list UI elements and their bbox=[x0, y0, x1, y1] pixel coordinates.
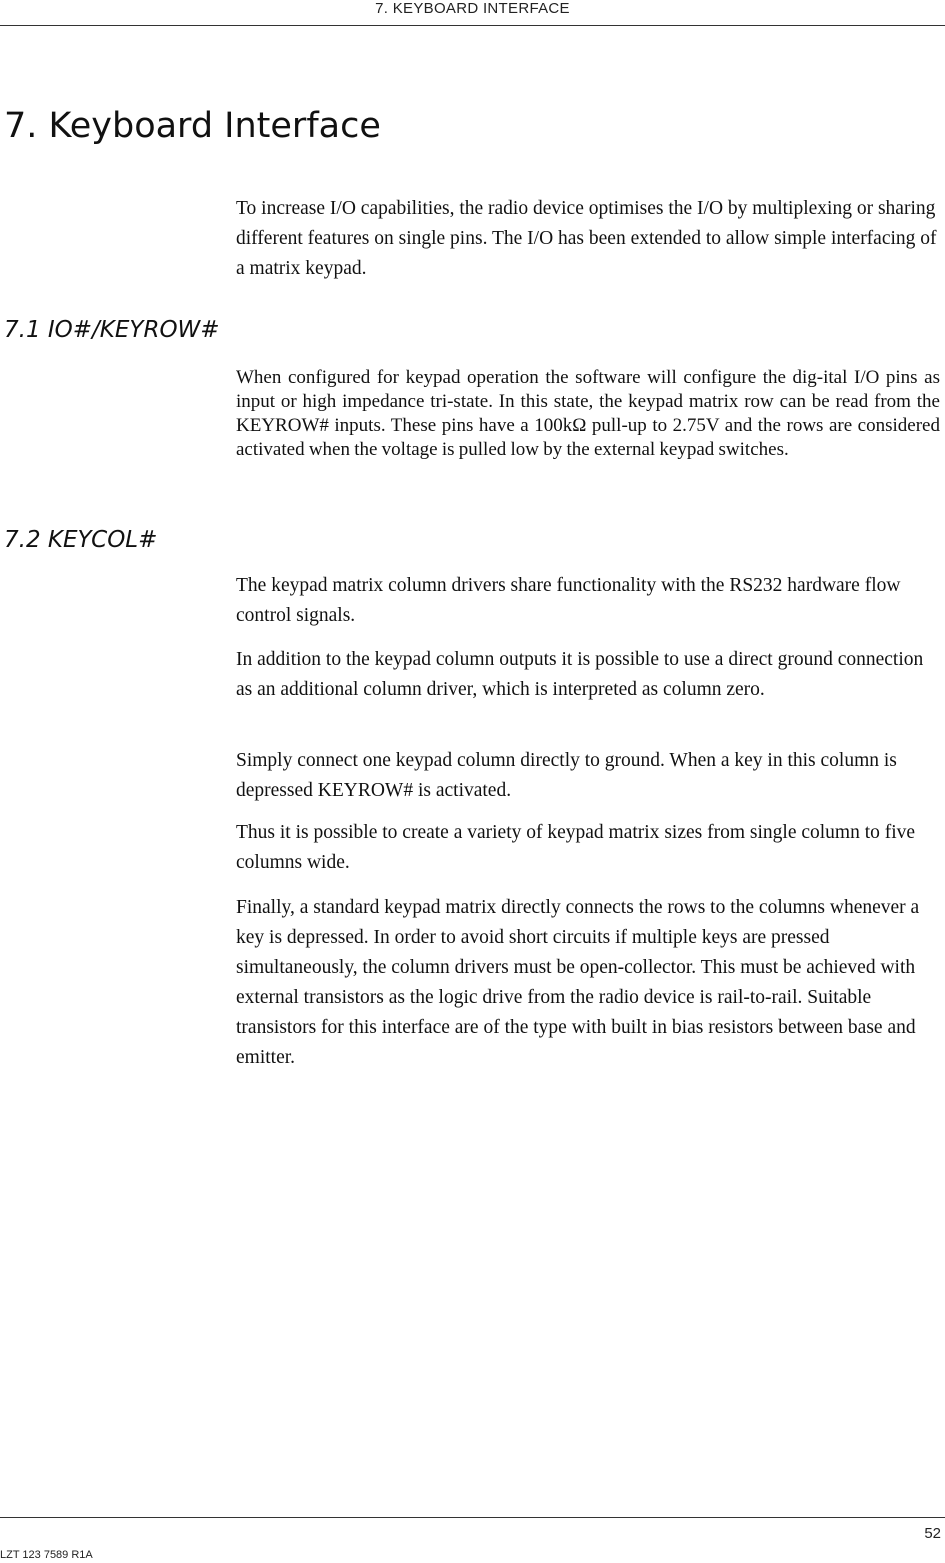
keycol-paragraph-5: Finally, a standard keypad matrix directly connects the rows to the columns whenever a key is depressed. In order to avoid short circuits if multiple keys are pressed simultaneously, the column drivers must be open-collector. This must be achieved with external transistors as the logic drive from the radio device is rail-to-rail. Suitable transistors for this interface are of the type with built in bias resistors between base and emitter. bbox=[236, 897, 920, 1068]
document-id: LZT 123 7589 R1A bbox=[0, 1549, 93, 1561]
header-divider bbox=[0, 25, 945, 26]
io-keyrow-paragraph: When configured for keypad operation the software will configure the dig-ital I/O pins as input or high impedance tri-state. In this state, the keypad matrix row can be read from the KEYROW# inputs. These pins have a 100kΩ pull-up to 2.75V and the rows are considered activated when the voltage is pulled low by the external keypad switches. bbox=[236, 367, 940, 460]
running-header: 7. KEYBOARD INTERFACE bbox=[375, 0, 570, 17]
keycol-paragraph-2: In addition to the keypad column outputs it is possible to use a direct ground connection as an additional column driver, which is interpreted as column zero. bbox=[236, 649, 924, 700]
keycol-paragraph-1: The keypad matrix column drivers share functionality with the RS232 hardware flow control signals. bbox=[236, 575, 901, 626]
footer-divider bbox=[0, 1517, 945, 1518]
chapter-title: 7. Keyboard Interface bbox=[4, 106, 381, 146]
intro-paragraph: To increase I/O capabilities, the radio device optimises the I/O by multiplexing or sharing different features on single pins. The I/O has been extended to allow simple interfacing of a matrix keypad. bbox=[236, 198, 937, 279]
section-heading-keycol: 7.2 KEYCOL# bbox=[4, 527, 158, 553]
section-heading-io-keyrow: 7.1 IO#/KEYROW# bbox=[4, 317, 220, 343]
keycol-paragraph-3: Simply connect one keypad column directly to ground. When a key in this column is depressed KEYROW# is activated. bbox=[236, 750, 897, 801]
keycol-paragraph-4: Thus it is possible to create a variety of keypad matrix sizes from single column to five columns wide. bbox=[236, 822, 916, 873]
page-number: 52 bbox=[924, 1525, 941, 1542]
